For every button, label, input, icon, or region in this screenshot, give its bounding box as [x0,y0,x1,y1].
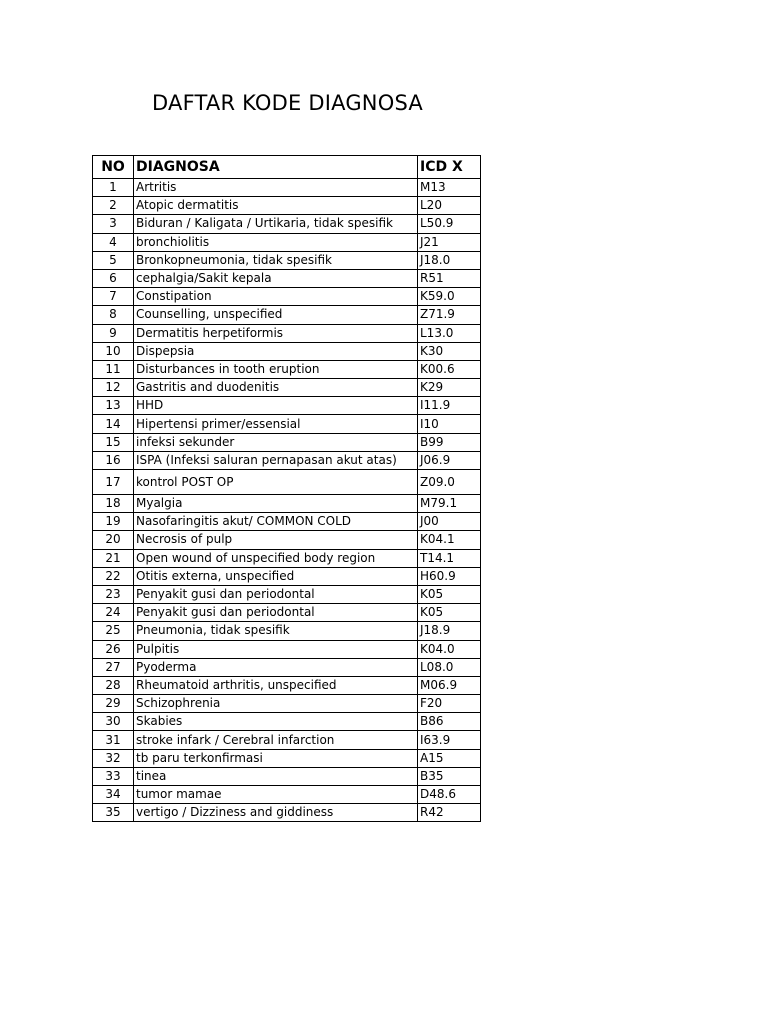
table-row [93,804,481,822]
cell-no: 9 [93,324,134,342]
cell-icd: L08.0 [418,658,481,676]
cell-icd: J21 [418,233,481,251]
cell-icd: M79.1 [418,495,481,513]
table-row [93,567,481,585]
cell-diagnosa: cephalgia/Sakit kepala [134,269,418,287]
cell-icd: F20 [418,695,481,713]
cell-icd: K30 [418,342,481,360]
cell-no: 23 [93,585,134,603]
table-row [93,749,481,767]
table-row [93,622,481,640]
table-row [93,658,481,676]
table-row [93,215,481,233]
header-icd: ICD X [418,156,481,179]
table-row [93,513,481,531]
cell-no: 10 [93,342,134,360]
cell-diagnosa: ISPA (Infeksi saluran pernapasan akut atas) [134,451,418,469]
cell-no: 19 [93,513,134,531]
table-row [93,397,481,415]
table-row [93,585,481,603]
cell-no: 7 [93,288,134,306]
cell-icd: H60.9 [418,567,481,585]
table-row [93,451,481,469]
table-row [93,269,481,287]
cell-icd: J00 [418,513,481,531]
cell-diagnosa: bronchiolitis [134,233,418,251]
cell-diagnosa: Disturbances in tooth eruption [134,360,418,378]
cell-no: 28 [93,676,134,694]
cell-diagnosa: Schizophrenia [134,695,418,713]
table-row [93,433,481,451]
cell-no: 3 [93,215,134,233]
cell-icd: M06.9 [418,676,481,694]
table-header-row [93,156,481,179]
cell-icd: L13.0 [418,324,481,342]
cell-icd: K59.0 [418,288,481,306]
cell-diagnosa: Gastritis and duodenitis [134,379,418,397]
cell-diagnosa: HHD [134,397,418,415]
cell-diagnosa: Open wound of unspecified body region [134,549,418,567]
cell-icd: K04.0 [418,640,481,658]
table-row [93,288,481,306]
header-no: NO [93,156,134,179]
table-row [93,251,481,269]
cell-no: 22 [93,567,134,585]
cell-no: 16 [93,451,134,469]
table-row [93,640,481,658]
cell-no: 33 [93,767,134,785]
cell-diagnosa: Nasofaringitis akut/ COMMON COLD [134,513,418,531]
cell-no: 15 [93,433,134,451]
cell-no: 26 [93,640,134,658]
cell-no: 17 [93,470,134,495]
cell-icd: K05 [418,604,481,622]
cell-diagnosa: kontrol POST OP [134,470,418,495]
cell-no: 21 [93,549,134,567]
cell-icd: B99 [418,433,481,451]
cell-no: 8 [93,306,134,324]
cell-no: 5 [93,251,134,269]
cell-icd: J18.0 [418,251,481,269]
cell-icd: D48.6 [418,786,481,804]
table-row [93,324,481,342]
cell-diagnosa: Pulpitis [134,640,418,658]
table-row [93,233,481,251]
cell-diagnosa: Dispepsia [134,342,418,360]
table-row [93,415,481,433]
cell-icd: J18.9 [418,622,481,640]
table-row [93,342,481,360]
cell-icd: K05 [418,585,481,603]
table-row [93,676,481,694]
cell-diagnosa: Skabies [134,713,418,731]
cell-diagnosa: tinea [134,767,418,785]
cell-icd: A15 [418,749,481,767]
table-row [93,786,481,804]
cell-icd: M13 [418,179,481,197]
table-row [93,713,481,731]
cell-no: 30 [93,713,134,731]
cell-no: 25 [93,622,134,640]
cell-icd: T14.1 [418,549,481,567]
cell-no: 32 [93,749,134,767]
cell-no: 2 [93,197,134,215]
cell-diagnosa: Rheumatoid arthritis, unspecified [134,676,418,694]
table-row [93,731,481,749]
cell-no: 1 [93,179,134,197]
table-row [93,306,481,324]
table-row [93,197,481,215]
cell-diagnosa: Pyoderma [134,658,418,676]
cell-icd: B86 [418,713,481,731]
cell-no: 29 [93,695,134,713]
cell-no: 31 [93,731,134,749]
cell-diagnosa: stroke infark / Cerebral infarction [134,731,418,749]
cell-no: 20 [93,531,134,549]
cell-icd: I63.9 [418,731,481,749]
table-row [93,470,481,495]
cell-diagnosa: infeksi sekunder [134,433,418,451]
cell-no: 14 [93,415,134,433]
cell-diagnosa: tumor mamae [134,786,418,804]
table-row [93,604,481,622]
cell-no: 4 [93,233,134,251]
cell-no: 34 [93,786,134,804]
cell-icd: I10 [418,415,481,433]
cell-diagnosa: Counselling, unspecified [134,306,418,324]
cell-icd: K29 [418,379,481,397]
table-row [93,767,481,785]
cell-diagnosa: Otitis externa, unspecified [134,567,418,585]
cell-diagnosa: Pneumonia, tidak spesifik [134,622,418,640]
cell-diagnosa: Penyakit gusi dan periodontal [134,585,418,603]
cell-no: 11 [93,360,134,378]
header-diagnosa: DIAGNOSA [134,156,418,179]
cell-icd: R51 [418,269,481,287]
cell-icd: K04.1 [418,531,481,549]
cell-diagnosa: Myalgia [134,495,418,513]
cell-no: 6 [93,269,134,287]
cell-diagnosa: Artritis [134,179,418,197]
cell-diagnosa: Bronkopneumonia, tidak spesifik [134,251,418,269]
table-row [93,549,481,567]
table-row [93,695,481,713]
cell-diagnosa: Penyakit gusi dan periodontal [134,604,418,622]
cell-icd: L20 [418,197,481,215]
cell-no: 27 [93,658,134,676]
cell-diagnosa: Constipation [134,288,418,306]
table-row [93,360,481,378]
table-body [93,179,481,822]
cell-icd: J06.9 [418,451,481,469]
cell-no: 12 [93,379,134,397]
cell-diagnosa: tb paru terkonfirmasi [134,749,418,767]
cell-diagnosa: Hipertensi primer/essensial [134,415,418,433]
cell-diagnosa: vertigo / Dizziness and giddiness [134,804,418,822]
cell-diagnosa: Necrosis of pulp [134,531,418,549]
cell-icd: B35 [418,767,481,785]
cell-icd: Z09.0 [418,470,481,495]
diagnosis-code-table [92,155,481,822]
table-row [93,495,481,513]
cell-no: 24 [93,604,134,622]
cell-icd: K00.6 [418,360,481,378]
cell-no: 13 [93,397,134,415]
page-title: DAFTAR KODE DIAGNOSA [152,91,423,115]
table-row [93,179,481,197]
cell-diagnosa: Atopic dermatitis [134,197,418,215]
cell-icd: R42 [418,804,481,822]
cell-icd: I11.9 [418,397,481,415]
cell-no: 18 [93,495,134,513]
cell-diagnosa: Biduran / Kaligata / Urtikaria, tidak spesifik [134,215,418,233]
table-row [93,379,481,397]
cell-diagnosa: Dermatitis herpetiformis [134,324,418,342]
table-row [93,531,481,549]
cell-icd: Z71.9 [418,306,481,324]
cell-no: 35 [93,804,134,822]
cell-icd: L50.9 [418,215,481,233]
